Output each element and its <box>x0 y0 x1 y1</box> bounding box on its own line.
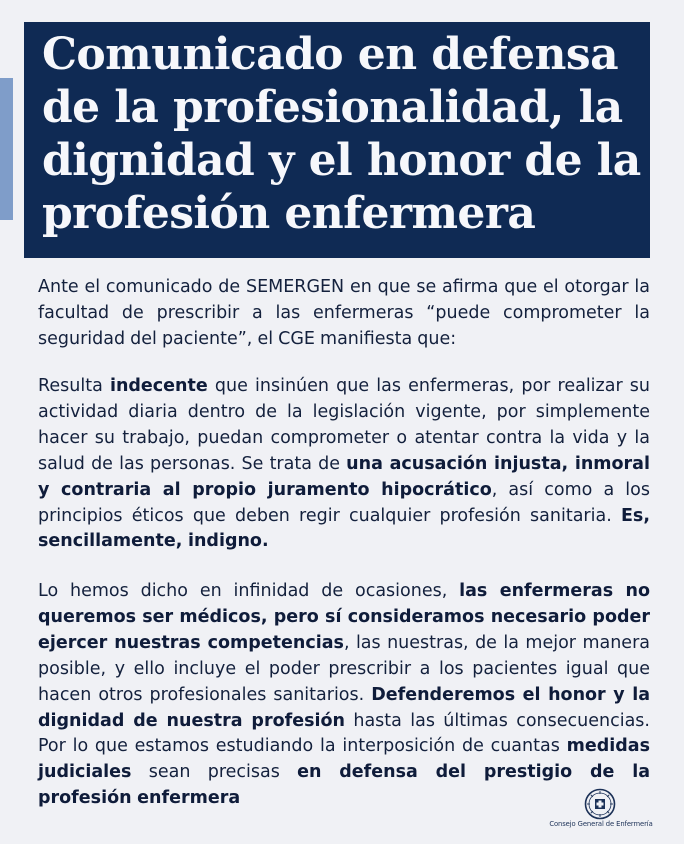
text-run: Lo hemos dicho en infinidad de ocasiones, <box>38 581 460 601</box>
text-run: Ante el comunicado de SEMERGEN en que se afirma que el otorgar la facultad de prescribir a las enfermeras “puede comprometer la seguridad del paciente”, el CGE manifiesta que: <box>38 277 650 349</box>
paragraph-accusation <box>38 374 650 555</box>
paragraph-intro <box>38 275 650 353</box>
text-run: Resulta <box>38 376 110 396</box>
text-run: que insinúen que las enfermeras, por realizar su actividad diaria dentro de la legislación vigente, por simplemente hacer su trabajo, puedan comprometer o atentar contra la vida y la salud de las personas. Se trata de <box>38 376 651 474</box>
bold-text: una acusación injusta, inmoral y contraria al propio juramento hipocrático <box>38 453 650 500</box>
text-run: , así como a los principios éticos que deben regir cualquier profesión sanitaria. <box>38 479 650 526</box>
bold-text: las enfermeras no queremos ser médicos, pero sí consideramos necesario poder ejercer nuestras competencias <box>38 581 650 653</box>
bold-text: Defenderemos el honor y la dignidad de nuestra profesión <box>38 684 651 731</box>
paragraph-defense <box>38 579 650 812</box>
cge-emblem-icon <box>584 788 616 820</box>
accent-bar <box>0 78 13 220</box>
bold-text: Es, sencillamente, indigno. <box>38 505 650 552</box>
logo-label: Consejo General de Enfermería <box>549 820 653 828</box>
cge-logo <box>546 788 656 832</box>
text-run: , las nuestras, de la mejor manera posible, y ello incluye el poder prescribir a los pacientes igual que hacen otros profesionales sanitarios. <box>38 632 650 705</box>
bold-text: en defensa del prestigio de la profesión enfermera <box>38 762 651 809</box>
text-run: sean precisas <box>131 762 298 783</box>
bold-text: medidas judiciales <box>38 736 650 783</box>
bold-text: indecente <box>109 376 208 396</box>
text-run: hasta las últimas consecuencias. Por lo que estamos estudiando la interposición de cuantas <box>38 710 650 757</box>
page-title: Comunicado en defensa de la profesionalidad, la dignidad y el honor de la profesión enfermera <box>42 29 641 239</box>
